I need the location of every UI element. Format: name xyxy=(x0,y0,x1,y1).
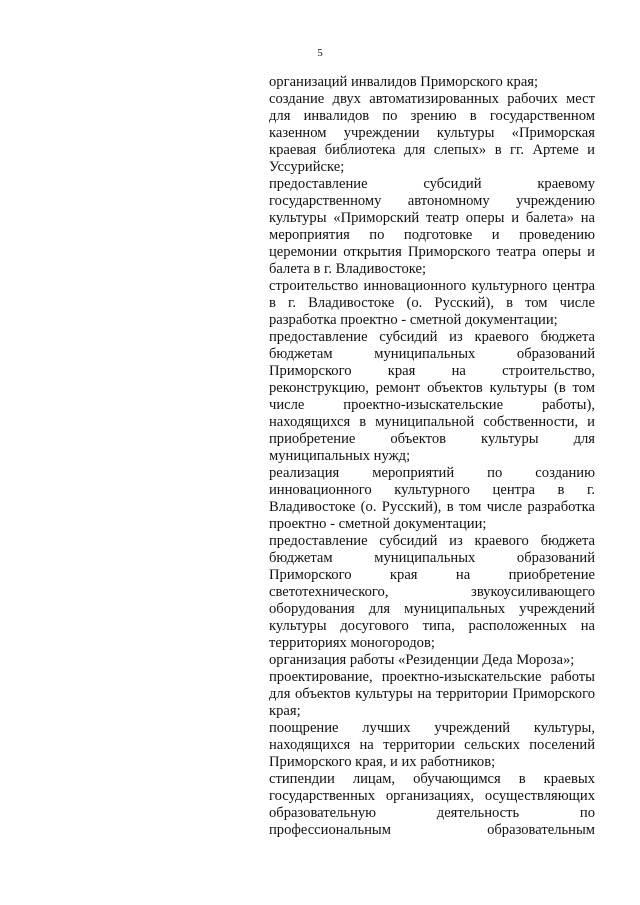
paragraph-cultural-center-measures: реализация мероприятий по созданию инновационного культурного центра в г. Владивостоке (о. Русский), в том числе разработка проектно - сметной документации; xyxy=(269,465,595,532)
document-body xyxy=(269,74,595,839)
paragraph-ded-moroz-residence: организация работы «Резиденции Деда Мороза»; xyxy=(269,652,575,668)
paragraph-workstations-library: создание двух автоматизированных рабочих мест для инвалидов по зрению в государственном казенном учреждении культуры «Приморская краевая библиотека для слепых» в гг. Артеме и Уссурийске; xyxy=(269,91,595,175)
paragraph-lighting-sound-equipment: предоставление субсидий из краевого бюджета бюджетам муниципальных образований Приморского края на приобретение светотехнического, звукоусиливающего оборудования для муниципальных учреждений культуры досугового типа, расположенных на территориях моногородов; xyxy=(269,533,595,651)
paragraph-disabled-organizations: организаций инвалидов Приморского края; xyxy=(269,74,539,90)
paragraph-rural-institutions-awards: поощрение лучших учреждений культуры, находящихся на территории сельских поселений Приморского края, и их работников; xyxy=(269,720,595,770)
page-number: 5 xyxy=(317,47,323,59)
paragraph-opera-theatre-subsidy: предоставление субсидий краевому государственному автономному учреждению культуры «Приморский театр оперы и балета» на мероприятия по подготовке и проведению церемонии открытия Приморского театра оперы и балета в г. Владивостоке; xyxy=(269,176,595,277)
paragraph-cultural-center-construction: строительство инновационного культурного центра в г. Владивостоке (о. Русский), в том числе разработка проектно - сметной документации; xyxy=(269,278,595,328)
paragraph-design-survey-works: проектирование, проектно-изыскательские работы для объектов культуры на территории Приморского края; xyxy=(269,669,595,719)
paragraph-student-scholarships: стипендии лицам, обучающимся в краевых государственных организациях, осуществляющих образовательную деятельность по профессиональным образовательным xyxy=(269,771,595,838)
paragraph-municipal-subsidies-construction: предоставление субсидий из краевого бюджета бюджетам муниципальных образований Приморского края на строительство, реконструкцию, ремонт объектов культуры (в том числе проектно-изыскательские работы), находящихся в муниципальной собственности, и приобретение объектов культуры для муниципальных нужд; xyxy=(269,329,595,464)
